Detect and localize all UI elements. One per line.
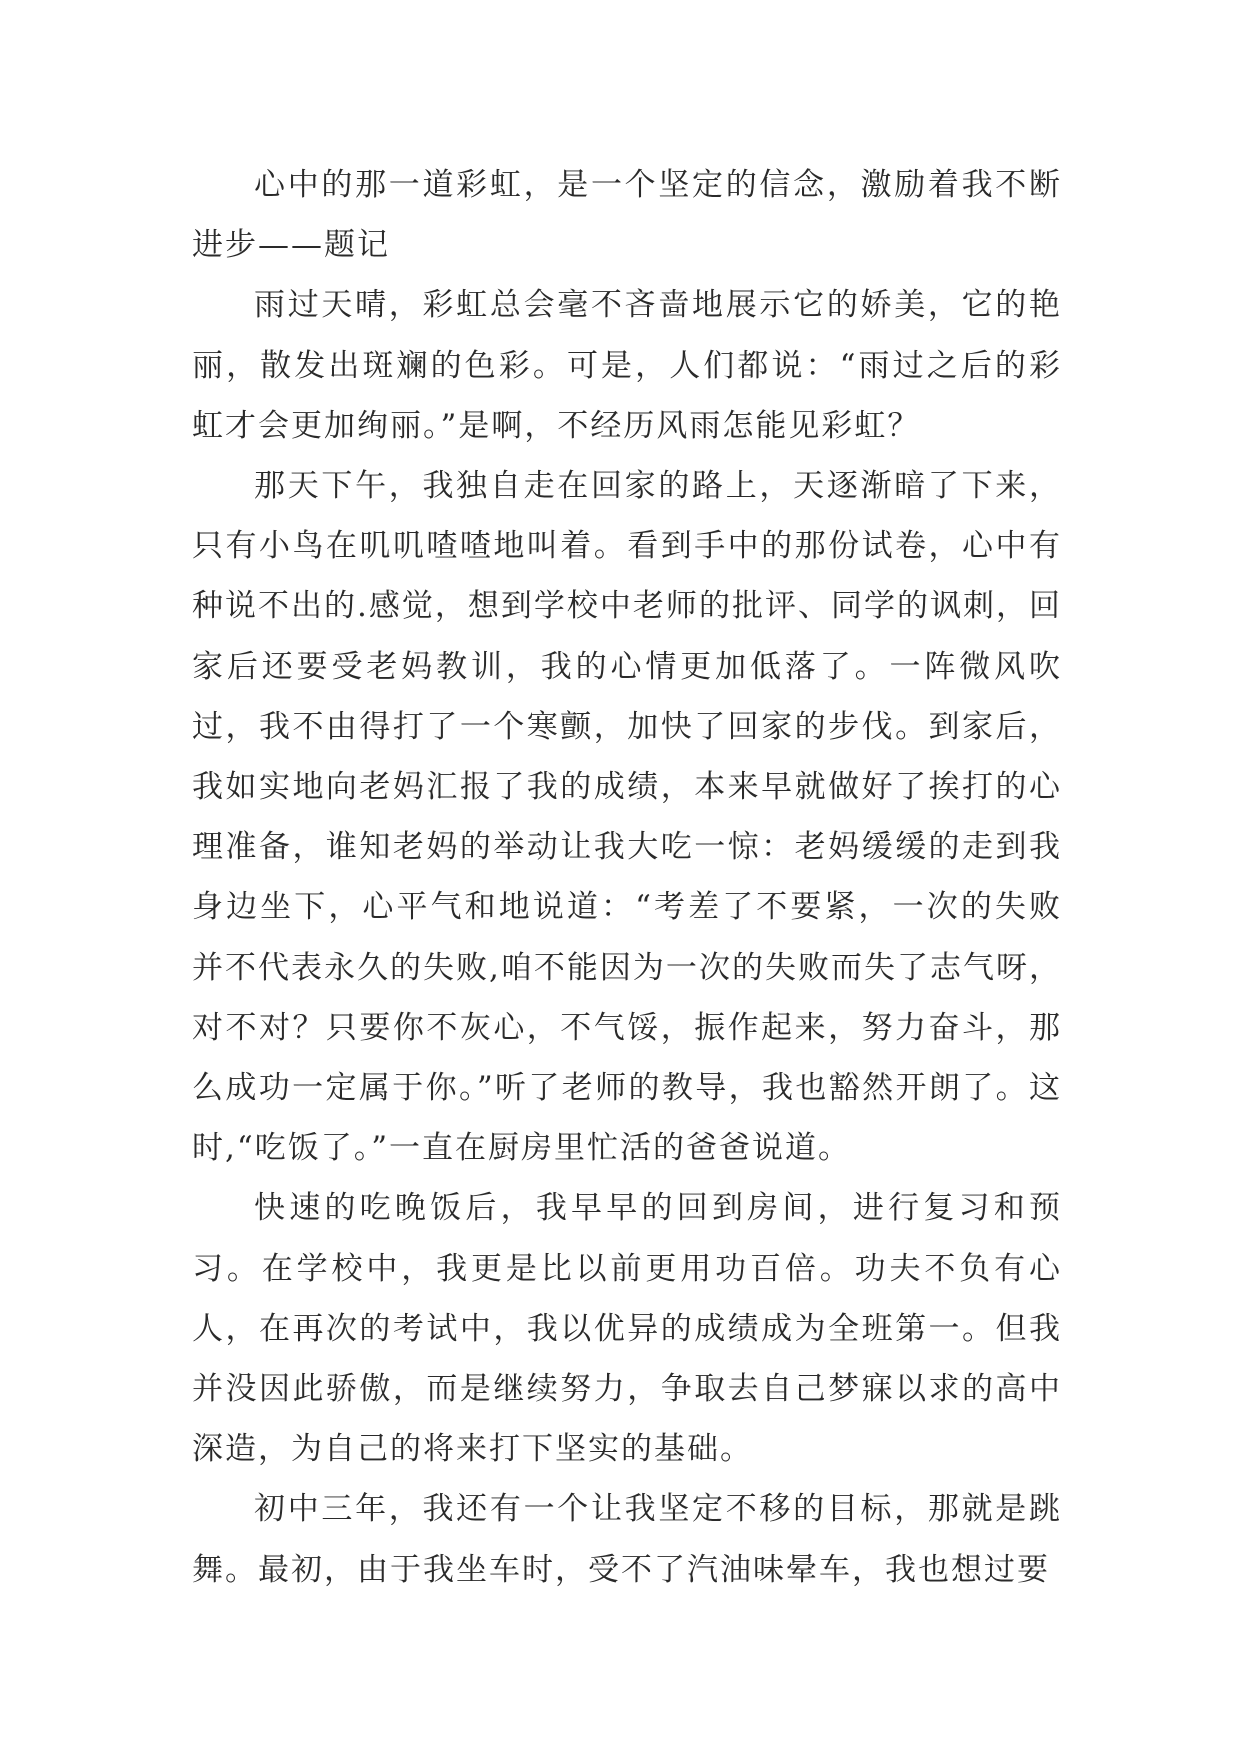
document-body — [192, 155, 1062, 1600]
paragraph-study: 快速的吃晚饭后，我早早的回到房间，进行复习和预习。在学校中，我更是比以前更用功百倍。功夫不负有心人，在再次的考试中，我以优异的成绩成为全班第一。但我并没因此骄傲，而是继续努力，争取去自己梦寐以求的高中深造，为自己的将来打下坚实的基础。 — [192, 1190, 1062, 1468]
paragraph-epigraph: 心中的那一道彩虹，是一个坚定的信念，激励着我不断进步——题记 — [192, 167, 1062, 264]
paragraph-dance: 初中三年，我还有一个让我坚定不移的目标，那就是跳舞。最初，由于我坐车时，受不了汽油味晕车，我也想过要 — [192, 1491, 1062, 1588]
paragraph-afternoon: 那天下午，我独自走在回家的路上，天逐渐暗了下来，只有小鸟在叽叽喳喳地叫着。看到手中的那份试卷，心中有种说不出的.感觉，想到学校中老师的批评、同学的讽刺，回家后还要受老妈教训，我的心情更加低落了。一阵微风吹过，我不由得打了一个寒颤，加快了回家的步伐。到家后，我如实地向老妈汇报了我的成绩，本来早就做好了挨打的心理准备，谁知老妈的举动让我大吃一惊：老妈缓缓的走到我身边坐下，心平气和地说道：“考差了不要紧，一次的失败并不代表永久的失败,咱不能因为一次的失败而失了志气呀，对不对？只要你不灰心，不气馁，振作起来，努力奋斗，那么成功一定属于你。”听了老师的教导，我也豁然开朗了。这时,“吃饭了。”一直在厨房里忙活的爸爸说道。 — [192, 468, 1062, 1167]
paragraph-rainbow: 雨过天晴，彩虹总会毫不吝啬地展示它的娇美，它的艳丽，散发出斑斓的色彩。可是，人们都说：“雨过之后的彩虹才会更加绚丽。”是啊，不经历风雨怎能见彩虹？ — [192, 287, 1062, 444]
